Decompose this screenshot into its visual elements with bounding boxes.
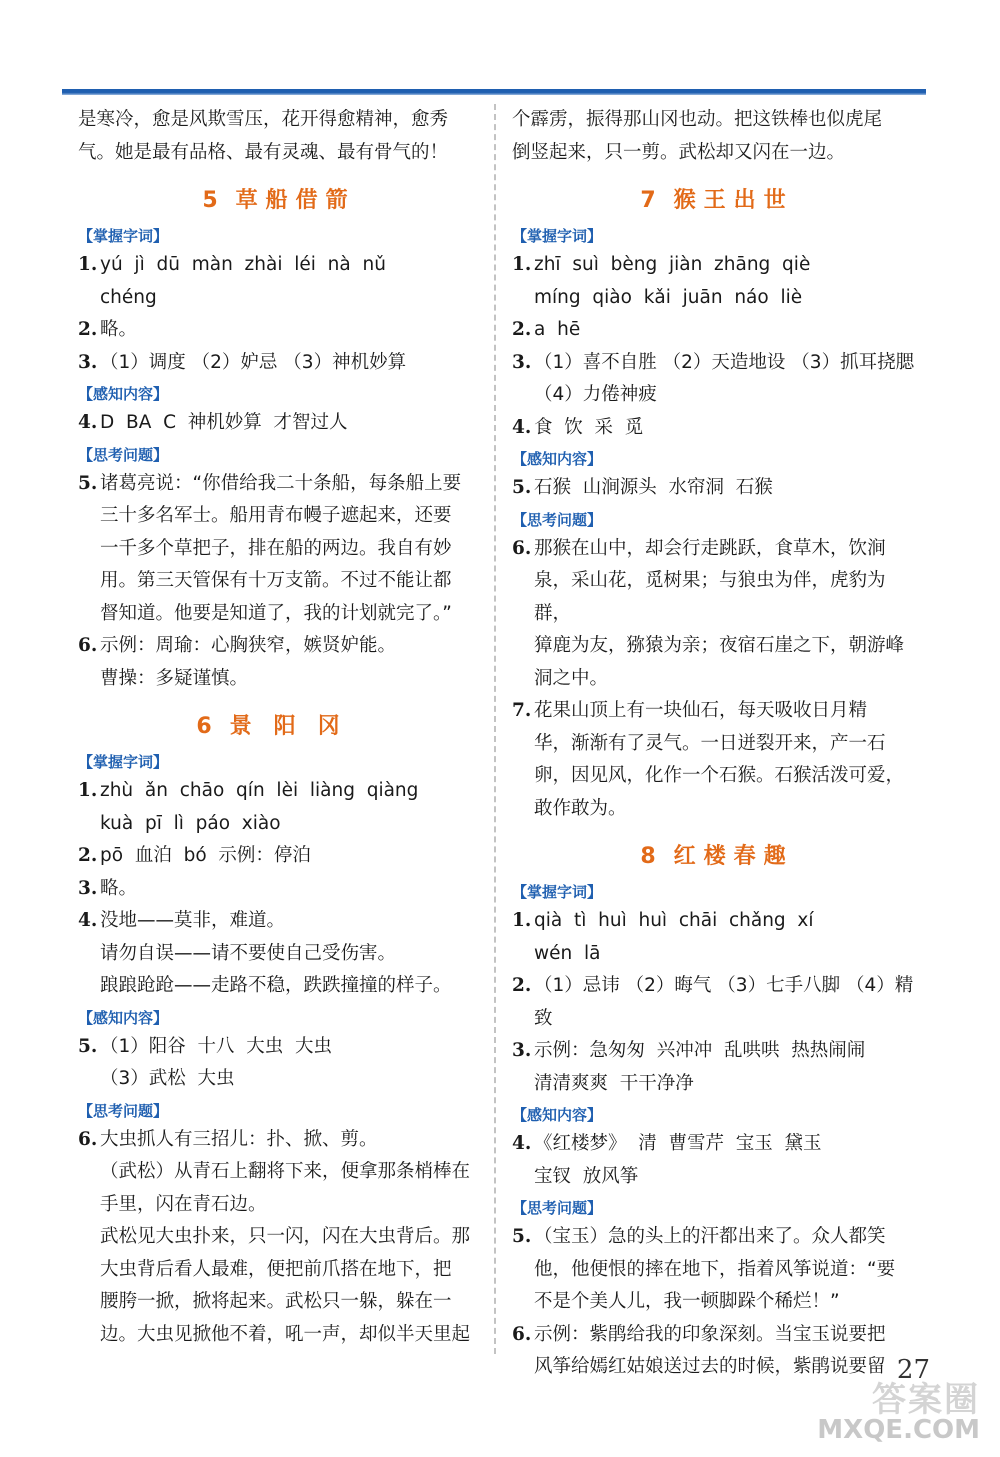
item-number: 6.	[512, 1323, 532, 1345]
section-number: 7	[640, 188, 656, 213]
intro-text	[512, 104, 922, 169]
tag-questions: 【思考问题】	[512, 1199, 603, 1217]
answer-item	[512, 472, 922, 505]
answer-item	[512, 1035, 922, 1100]
text-line: 武松见大虫扑来，只一闪，闪在大虫背后。那	[100, 1226, 471, 1247]
answer-item	[512, 695, 922, 825]
text-line: （1）忌讳 （2）晦气 （3）七手八脚 （4）精致	[534, 975, 914, 1029]
item-number: 4.	[512, 416, 532, 438]
text-line: 不是个美人儿，我一顿脚跺个稀烂！”	[534, 1291, 840, 1312]
text-line: 用。第三天管保有十万支箭。不过不能让都	[100, 570, 452, 591]
text-line: 诸葛亮说：“你借给我二十条船，每条船上要	[100, 472, 462, 494]
text-line: 三十多名军士。船用青布幔子遮起来，还要	[100, 505, 452, 526]
text-line: 他，他便恨的摔在地下，指着风筝说道：“要	[534, 1258, 896, 1280]
text-line: 华，渐渐有了灵气。一日迸裂开来，产一石	[534, 732, 886, 754]
section-name: 猴王出世	[673, 188, 794, 213]
item-number: 6.	[78, 635, 98, 656]
item-number: 1.	[512, 254, 532, 275]
section-title-8	[512, 839, 922, 875]
text-line: 洞之中。	[534, 667, 609, 689]
answer-item	[512, 1128, 922, 1193]
tag-questions: 【思考问题】	[78, 1101, 169, 1120]
item-number: 5.	[78, 1035, 98, 1057]
item-number: 1.	[512, 910, 532, 931]
text-line: pō 血泊 bó 示例：停泊	[100, 845, 311, 866]
text-line: 一千多个草把子，排在船的两边。我自有妙	[100, 537, 452, 559]
text-line: 是寒冷，愈是风欺雪压，花开得愈精神，愈秀	[78, 109, 449, 130]
answer-item	[512, 970, 922, 1035]
section-name: 景阳冈	[229, 714, 362, 739]
section-name: 红楼春趣	[673, 844, 794, 869]
answer-item	[78, 1124, 480, 1352]
answer-item	[78, 873, 480, 906]
text-line: 踉踉跄跄——走路不稳，跌跌撞撞的样子。	[100, 975, 452, 996]
text-line: 手里，闪在青石边。	[100, 1193, 267, 1215]
text-line: 风筝给嫣红姑娘送过去的时候，紫鹃说要留	[534, 1356, 886, 1377]
column-divider	[494, 104, 496, 1354]
text-line: （1）调度 （2）妒忌 （3）神机妙算	[100, 351, 407, 373]
text-line: yú jì dū màn zhài léi nà nǔ	[100, 254, 386, 275]
watermark	[800, 1380, 980, 1455]
text-line: 獐鹿为友，猕猿为亲；夜宿石崖之下，朝游峰	[534, 635, 905, 656]
section-title-5	[78, 183, 480, 219]
tag-content: 【感知内容】	[78, 1008, 169, 1027]
text-line: 大虫背后看人最难，便把前爪搭在地下，把	[100, 1258, 452, 1280]
item-number: 2.	[512, 975, 532, 996]
section-title-7	[512, 183, 922, 219]
item-number: 2.	[78, 319, 98, 340]
text-line: 石猴 山涧源头 水帘洞 石猴	[534, 477, 773, 498]
answer-item	[512, 905, 922, 970]
tag-questions: 【思考问题】	[512, 510, 603, 529]
text-line: 《红楼梦》 清 曹雪芹 宝玉 黛玉	[534, 1133, 822, 1154]
item-number: 5.	[78, 472, 98, 494]
item-number: 3.	[78, 351, 98, 373]
item-number: 1.	[78, 780, 98, 801]
text-line: 督知道。他要是知道了，我的计划就完了。”	[100, 602, 452, 624]
left-column	[78, 104, 480, 1351]
answer-item	[78, 407, 480, 440]
text-line: 泉，采山花，觅树果；与狼虫为伴，虎豹为群，	[534, 570, 886, 624]
text-line: míng qiào kǎi juān náo liè	[534, 286, 803, 308]
section-number: 6	[196, 714, 212, 739]
text-line: chéng	[100, 286, 157, 308]
text-line: 宝钗 放风筝	[534, 1165, 639, 1187]
item-number: 4.	[78, 412, 98, 433]
tag-content: 【感知内容】	[512, 1106, 603, 1124]
section-number: 8	[640, 844, 656, 869]
text-line: 略。	[100, 877, 138, 899]
text-line: 敢作敢为。	[534, 797, 627, 819]
header-rule	[62, 89, 926, 95]
answer-item	[78, 249, 480, 314]
item-number: 5.	[512, 477, 532, 498]
tag-vocab: 【掌握字词】	[78, 753, 169, 771]
item-number: 3.	[78, 877, 98, 899]
text-line: 个霹雳，振得那山冈也动。把这铁棒也似虎尾	[512, 109, 883, 130]
text-line: zhù ǎn chāo qín lèi liàng qiàng	[100, 780, 419, 801]
answer-item	[512, 347, 922, 412]
section-title-6	[78, 709, 480, 745]
text-line: 食 饮 采 觅	[534, 416, 644, 438]
answer-item	[78, 347, 480, 380]
item-number: 2.	[512, 319, 532, 340]
tag-content: 【感知内容】	[512, 450, 603, 468]
text-line: 花果山顶上有一块仙石，每天吸收日月精	[534, 700, 868, 721]
item-number: 7.	[512, 700, 532, 721]
item-number: 4.	[512, 1133, 532, 1154]
text-line: 倒竖起来，只一剪。武松却又闪在一边。	[512, 141, 846, 163]
watermark-site: MXQE.COM	[817, 1415, 980, 1445]
page-number: 27	[896, 1355, 930, 1385]
answer-item	[78, 775, 480, 840]
answer-item	[78, 468, 480, 631]
text-line: 卵，因见风，化作一个石猴。石猴活泼可爱，	[534, 765, 905, 786]
tag-vocab: 【掌握字词】	[512, 883, 603, 901]
answer-item	[78, 630, 480, 695]
text-line: 示例：紫鹃给我的印象深刻。当宝玉说要把	[534, 1323, 886, 1345]
item-number: 6.	[78, 1128, 98, 1150]
text-line: qià tì huì huì chāi chǎng xí	[534, 910, 814, 931]
answer-item	[78, 1031, 480, 1096]
text-line: （1）喜不自胜 （2）天造地设 （3）抓耳挠腮	[534, 351, 915, 373]
text-line: a hē	[534, 319, 581, 340]
answer-item	[512, 249, 922, 314]
text-line: 示例：周瑜：心胸狭窄，嫉贤妒能。	[100, 635, 397, 656]
answer-item	[512, 314, 922, 347]
answer-item	[78, 905, 480, 1003]
item-number: 3.	[512, 1040, 532, 1061]
text-line: 边。大虫见掀他不着，吼一声，却似半天里起	[100, 1323, 471, 1345]
text-line: （3）武松 大虫	[100, 1068, 235, 1089]
text-line: 请勿自误——请不要使自己受伤害。	[100, 942, 397, 964]
text-line: （武松）从青石上翻将下来，便拿那条梢棒在	[100, 1161, 471, 1182]
text-line: 略。	[100, 319, 138, 340]
text-line: 腰胯一掀，掀将起来。武松只一躲，躲在一	[100, 1291, 452, 1312]
answer-item	[78, 314, 480, 347]
text-line: 示例：急匆匆 兴冲冲 乱哄哄 热热闹闹	[534, 1040, 866, 1061]
tag-questions: 【思考问题】	[78, 445, 169, 464]
item-number: 3.	[512, 351, 532, 373]
text-line: zhī suì bèng jiàn zhāng qiè	[534, 254, 811, 275]
text-line: 曹操：多疑谨慎。	[100, 667, 249, 689]
right-column	[512, 104, 922, 1384]
item-number: 5.	[512, 1226, 532, 1247]
tag-vocab: 【掌握字词】	[78, 227, 169, 245]
text-line: （宝玉）急的头上的汗都出来了。众人都笑	[534, 1226, 886, 1247]
tag-vocab: 【掌握字词】	[512, 227, 603, 245]
tag-content: 【感知内容】	[78, 385, 169, 403]
text-line: （1）阳谷 十八 大虫 大虫	[100, 1035, 333, 1057]
text-line: kuà pī lì páo xiào	[100, 812, 281, 834]
text-line: D BA C 神机妙算 才智过人	[100, 412, 348, 433]
section-name: 草船借箭	[235, 188, 356, 213]
item-number: 4.	[78, 910, 98, 931]
text-line: 气。她是最有品格、最有灵魂、最有骨气的！	[78, 141, 449, 163]
text-line: 那猴在山中，却会行走跳跃，食草木，饮涧	[534, 537, 886, 559]
item-number: 6.	[512, 537, 532, 559]
intro-text	[78, 104, 480, 169]
text-line: （4）力倦神疲	[534, 384, 657, 405]
text-line: 大虫抓人有三招儿：扑、掀、剪。	[100, 1128, 378, 1150]
answer-item	[512, 1319, 922, 1384]
item-number: 2.	[78, 845, 98, 866]
answer-item	[512, 533, 922, 696]
answer-item	[78, 840, 480, 873]
answer-item	[512, 1221, 922, 1319]
text-line: wén lā	[534, 942, 601, 964]
text-line: 没地——莫非，难道。	[100, 910, 286, 931]
answer-item	[512, 412, 922, 445]
item-number: 1.	[78, 254, 98, 275]
text-line: 清清爽爽 干干净净	[534, 1072, 694, 1094]
watermark-logo: 答案圈	[872, 1380, 980, 1420]
section-number: 5	[202, 188, 218, 213]
